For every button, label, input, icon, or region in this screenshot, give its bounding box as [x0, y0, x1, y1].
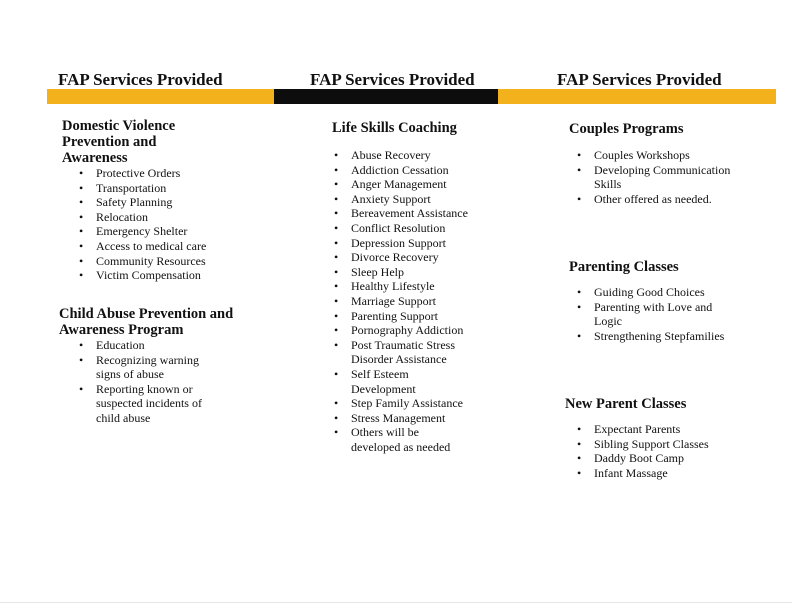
couples-programs-title: Couples Programs [569, 121, 684, 137]
list-item: • Stress Management [334, 411, 484, 426]
header-left: FAP Services Provided [58, 70, 223, 89]
list-item: • Safety Planning [79, 195, 239, 210]
list-item: • Protective Orders [79, 166, 239, 181]
list-item: • Daddy Boot Camp [577, 451, 737, 466]
new-parent-classes-list [577, 422, 737, 480]
list-item: • Pornography Addiction [334, 323, 484, 338]
list-item: • Recognizing warning signs of abuse [79, 353, 209, 382]
list-item: • Guiding Good Choices [577, 285, 737, 300]
list-item: • Relocation [79, 210, 239, 225]
parenting-classes-list [577, 285, 737, 343]
new-parent-classes-title: New Parent Classes [565, 396, 687, 412]
list-item: • Victim Compensation [79, 268, 239, 283]
parenting-classes-title: Parenting Classes [569, 259, 679, 275]
list-item: • Conflict Resolution [334, 221, 484, 236]
list-item: • Post Traumatic Stress Disorder Assistance [334, 338, 471, 367]
list-item: • Sibling Support Classes [577, 437, 737, 452]
child-abuse-list [79, 338, 209, 426]
list-item: • Infant Massage [577, 466, 737, 481]
header-center: FAP Services Provided [310, 70, 475, 89]
black-band-center [274, 89, 498, 104]
list-item: • Other offered as needed. [577, 192, 737, 207]
couples-programs-list [577, 148, 737, 206]
list-item: • Addiction Cessation [334, 163, 484, 178]
list-item: • Reporting known or suspected incidents of child abuse [79, 382, 209, 426]
list-item: • Parenting with Love and Logic [577, 300, 734, 329]
child-abuse-title: Child Abuse Prevention and Awareness Program [59, 306, 234, 338]
list-item: • Anger Management [334, 177, 484, 192]
life-skills-list [334, 148, 484, 454]
list-item: • Divorce Recovery [334, 250, 484, 265]
list-item: • Anxiety Support [334, 192, 484, 207]
list-item: • Community Resources [79, 254, 239, 269]
list-item: • Sleep Help [334, 265, 484, 280]
list-item: • Others will be developed as needed [334, 425, 461, 454]
list-item: • Step Family Assistance [334, 396, 484, 411]
list-item: • Transportation [79, 181, 239, 196]
gold-band-left [47, 89, 274, 104]
list-item: • Parenting Support [334, 309, 484, 324]
page-edge-line [0, 602, 792, 603]
list-item: • Emergency Shelter [79, 224, 239, 239]
list-item: • Developing Communication Skills [577, 163, 744, 192]
header-right: FAP Services Provided [557, 70, 722, 89]
gold-band-right [498, 89, 776, 104]
list-item: • Abuse Recovery [334, 148, 484, 163]
list-item: • Bereavement Assistance [334, 206, 484, 221]
list-item: • Expectant Parents [577, 422, 737, 437]
list-item: • Marriage Support [334, 294, 484, 309]
life-skills-title: Life Skills Coaching [332, 120, 457, 136]
list-item: • Depression Support [334, 236, 484, 251]
list-item: • Education [79, 338, 209, 353]
list-item: • Access to medical care [79, 239, 239, 254]
list-item: • Self Esteem Development [334, 367, 451, 396]
domestic-violence-title: Domestic Violence Prevention and Awareness [62, 118, 176, 166]
list-item: • Couples Workshops [577, 148, 737, 163]
domestic-violence-list [79, 166, 239, 283]
list-item: • Strengthening Stepfamilies [577, 329, 737, 344]
list-item: • Healthy Lifestyle [334, 279, 484, 294]
